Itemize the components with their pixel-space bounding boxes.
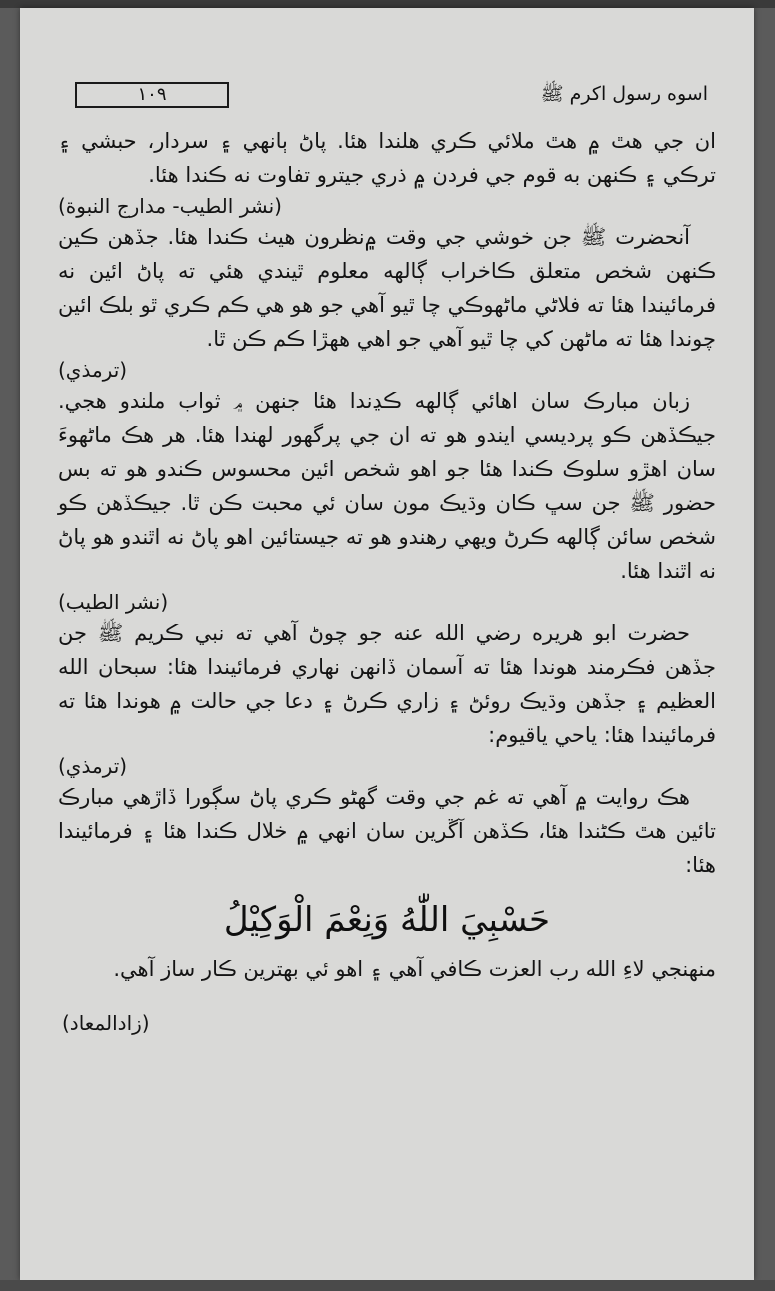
paragraph-1: ان جي هٿ ۾ هٿ ملائي ڪري هلندا هئا. پاڻ ٻانهي ۽ سردار، حبشي ۽ ترڪي ۽ ڪنهن به قوم جي فردن ۾ ذري جيترو تفاوت نه ڪندا هئا.: [58, 129, 716, 187]
running-head: اسوه رسول اکرم ﷺ: [540, 83, 708, 105]
quranic-verse: حَسْبِيَ اللّٰهُ وَنِعْمَ الْوَكِيْلُ: [223, 900, 551, 940]
paragraph-5: هڪ روايت ۾ آهي ته غم جي وقت گهڻو ڪري پاڻ سڳورا ڏاڙهي مبارڪ تائين هٿ ڪڻندا هئا، ڪڏهن آڱرين سان انهي ۾ خلال ڪندا هئا ۽ فرمائيندا هئا:: [58, 785, 716, 877]
paragraph-4: حضرت ابو هريره رضي الله عنه جو چوڻ آهي ته نبي ڪريم ﷺ جن جڏهن فڪرمند هوندا هئا ته آسمان ڏانهن نهاري فرمائيندا هئا: سبحان الله العظيم ۽ جڏهن وڌيڪ روئڻ ۽ زاري ڪرڻ ۽ دعا جي حالت ۾ هوندا هئا ته فرمائيندا هئا: ياحي ياقيوم:: [58, 621, 716, 747]
scanned-page: [20, 8, 754, 1280]
page-number-box: [75, 82, 229, 108]
page-number: ١٠٩: [137, 84, 167, 105]
paragraph-2: آنحضرت ﷺ جن خوشي جي وقت ۾نظرون هيٺ ڪندا هئا. جڏهن ڪين ڪنهن شخص متعلق ڪاخراب ڳالهه معلوم ٿيندي هئي ته پاڻ ائين نه فرمائيندا هئا ته فلاڻي ماڻهوڪي چا ٿيو آهي جو هو هي ڪم ڪري ٿو بلڪ ائين چوندا هئا ته ماڻهن کي چا ٿيو آهي جو اهي ههڙا ڪم ڪن ٿا.: [58, 225, 716, 351]
citation-3: (نشر الطيب): [58, 590, 169, 614]
citation-4: (ترمذي): [58, 754, 128, 778]
citation-1: (نشر الطيب- مدارج النبوة): [58, 194, 282, 218]
closing-paragraph: منهنجي لاءِ الله رب العزت ڪافي آهي ۽ اهو ئي بهترين ڪار ساز آهي.: [113, 957, 716, 981]
paragraph-3: زبان مبارڪ سان اهائي ڳالهه ڪڍندا هئا جنهن ۾ ثواب ملندو هجي. جيڪڏهن ڪو پرديسي ايندو هو ته ان جي پرگهور لهندا هئا. هر هڪ ماڻهوءَ سان اهڙو سلوڪ ڪندا هئا جو اهو شخص ائين محسوس ڪندو هو ته بس حضور ﷺ جن سڀ ڪان وڌيڪ مون سان ئي محبت ڪن ٿا. جيڪڏهن ڪو شخص سائن ڳالهه ڪرڻ ويهي رهندو هو ته جيستائين اهو پاڻ نه اٿندو هو پاڻ نه اٿندا هئا.: [58, 389, 716, 583]
backdrop-top: [0, 0, 775, 8]
backdrop-bottom: [0, 1280, 775, 1291]
body-text: [58, 124, 716, 1040]
citation-2: (ترمذي): [58, 358, 128, 382]
closing-citation: (زادالمعاد): [62, 1011, 150, 1035]
page-header: [58, 78, 716, 114]
page-content: [58, 78, 716, 1040]
